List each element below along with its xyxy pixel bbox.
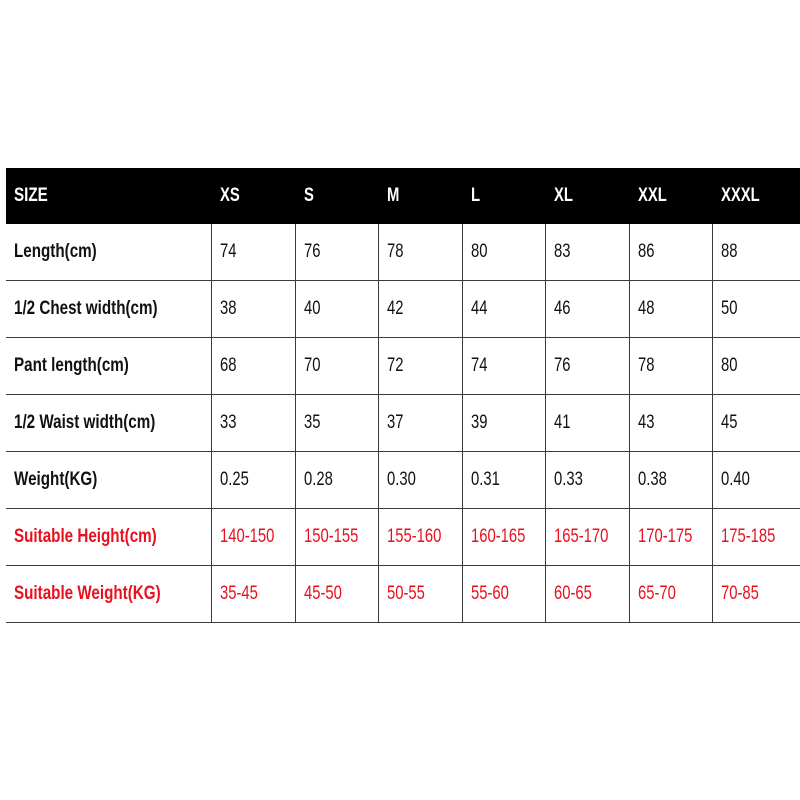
cell-value: 55-60: [470, 583, 509, 604]
cell-value: 83: [553, 241, 570, 262]
cell-value: 70: [303, 355, 320, 376]
cell-value: 43: [637, 412, 654, 433]
table-cell: [211, 338, 295, 395]
table-cell: [629, 338, 712, 395]
table-cell: [462, 281, 545, 338]
cell-value: 0.25: [219, 469, 249, 490]
cell-value: 80: [720, 355, 737, 376]
table-cell: [378, 566, 462, 623]
row-label: Suitable Height(cm): [14, 526, 157, 547]
cell-value: 140-150: [219, 526, 274, 547]
cell-value: 45: [720, 412, 737, 433]
header-cell-xxl: [629, 169, 712, 224]
table-cell: [378, 452, 462, 509]
cell-value: 37: [386, 412, 403, 433]
cell-value: 70-85: [720, 583, 759, 604]
row-label-cell: [6, 224, 211, 281]
table-cell: [629, 509, 712, 566]
row-label-cell: [6, 509, 211, 566]
table-cell: [378, 224, 462, 281]
table-cell: [295, 395, 378, 452]
cell-value: 33: [219, 412, 236, 433]
header-label: SIZE: [14, 185, 48, 206]
cell-value: 40: [303, 298, 320, 319]
cell-value: 68: [219, 355, 236, 376]
table-cell: [462, 566, 545, 623]
row-label-cell: [6, 338, 211, 395]
table-cell: [629, 452, 712, 509]
cell-value: 60-65: [553, 583, 592, 604]
table-cell: [629, 281, 712, 338]
table-cell: [712, 338, 800, 395]
table-cell: [378, 395, 462, 452]
table-cell: [712, 566, 800, 623]
header-label: L: [470, 185, 480, 206]
cell-value: 160-165: [470, 526, 525, 547]
cell-value: 155-160: [386, 526, 441, 547]
table-cell: [211, 395, 295, 452]
cell-value: 45-50: [303, 583, 342, 604]
table-row: [6, 338, 800, 395]
header-cell-s: [295, 169, 378, 224]
cell-value: 65-70: [637, 583, 676, 604]
table-cell: [712, 395, 800, 452]
table-row: [6, 509, 800, 566]
cell-value: 50: [720, 298, 737, 319]
cell-value: 35: [303, 412, 320, 433]
size-chart-body: [6, 169, 800, 623]
row-label-cell: [6, 395, 211, 452]
cell-value: 88: [720, 241, 737, 262]
table-cell: [211, 509, 295, 566]
table-cell: [712, 509, 800, 566]
row-label-cell: [6, 452, 211, 509]
table-cell: [378, 509, 462, 566]
table-cell: [378, 338, 462, 395]
cell-value: 72: [386, 355, 403, 376]
cell-value: 41: [553, 412, 570, 433]
table-cell: [211, 281, 295, 338]
cell-value: 50-55: [386, 583, 425, 604]
row-label: Suitable Weight(KG): [14, 583, 161, 604]
table-row: [6, 566, 800, 623]
table-row: [6, 281, 800, 338]
row-label: Pant length(cm): [14, 355, 129, 376]
header-cell-l: [462, 169, 545, 224]
cell-value: 0.33: [553, 469, 583, 490]
table-cell: [211, 566, 295, 623]
table-cell: [629, 395, 712, 452]
cell-value: 46: [553, 298, 570, 319]
cell-value: 0.38: [637, 469, 667, 490]
table-cell: [462, 509, 545, 566]
row-label: Length(cm): [14, 241, 97, 262]
table-cell: [545, 338, 629, 395]
table-cell: [462, 338, 545, 395]
cell-value: 38: [219, 298, 236, 319]
cell-value: 0.40: [720, 469, 750, 490]
table-cell: [545, 566, 629, 623]
table-cell: [295, 224, 378, 281]
header-label: S: [303, 185, 314, 206]
header-label: XXL: [637, 185, 667, 206]
row-label: Weight(KG): [14, 469, 98, 490]
table-cell: [295, 452, 378, 509]
header-cell-size: [6, 169, 211, 224]
cell-value: 44: [470, 298, 487, 319]
cell-value: 76: [553, 355, 570, 376]
table-row: [6, 395, 800, 452]
table-cell: [295, 509, 378, 566]
cell-value: 74: [470, 355, 487, 376]
table-cell: [712, 224, 800, 281]
header-label: XXXL: [720, 185, 760, 206]
cell-value: 150-155: [303, 526, 358, 547]
header-label: M: [386, 185, 399, 206]
table-cell: [629, 566, 712, 623]
cell-value: 0.28: [303, 469, 333, 490]
row-label-cell: [6, 281, 211, 338]
table-cell: [211, 452, 295, 509]
table-cell: [211, 224, 295, 281]
table-cell: [712, 281, 800, 338]
cell-value: 0.31: [470, 469, 500, 490]
cell-value: 86: [637, 241, 654, 262]
cell-value: 48: [637, 298, 654, 319]
cell-value: 175-185: [720, 526, 775, 547]
table-cell: [712, 452, 800, 509]
table-cell: [462, 452, 545, 509]
cell-value: 35-45: [219, 583, 258, 604]
header-cell-xs: [211, 169, 295, 224]
cell-value: 0.30: [386, 469, 416, 490]
row-label: 1/2 Chest width(cm): [14, 298, 158, 319]
table-cell: [545, 281, 629, 338]
header-cell-m: [378, 169, 462, 224]
row-label: 1/2 Waist width(cm): [14, 412, 156, 433]
cell-value: 76: [303, 241, 320, 262]
cell-value: 170-175: [637, 526, 692, 547]
cell-value: 78: [386, 241, 403, 262]
table-cell: [545, 452, 629, 509]
table-row: [6, 224, 800, 281]
table-cell: [462, 224, 545, 281]
header-label: XL: [553, 185, 573, 206]
row-label-cell: [6, 566, 211, 623]
table-cell: [295, 338, 378, 395]
table-cell: [295, 566, 378, 623]
cell-value: 74: [219, 241, 236, 262]
cell-value: 42: [386, 298, 403, 319]
table-cell: [462, 395, 545, 452]
cell-value: 80: [470, 241, 487, 262]
table-cell: [629, 224, 712, 281]
cell-value: 39: [470, 412, 487, 433]
table-row: [6, 452, 800, 509]
table-cell: [545, 509, 629, 566]
table-cell: [545, 224, 629, 281]
header-row: [6, 169, 800, 224]
table-cell: [378, 281, 462, 338]
table-cell: [545, 395, 629, 452]
cell-value: 165-170: [553, 526, 608, 547]
header-cell-xl: [545, 169, 629, 224]
header-cell-xxxl: [712, 169, 800, 224]
table-cell: [295, 281, 378, 338]
header-label: XS: [219, 185, 240, 206]
cell-value: 78: [637, 355, 654, 376]
size-chart-table: [6, 168, 800, 623]
